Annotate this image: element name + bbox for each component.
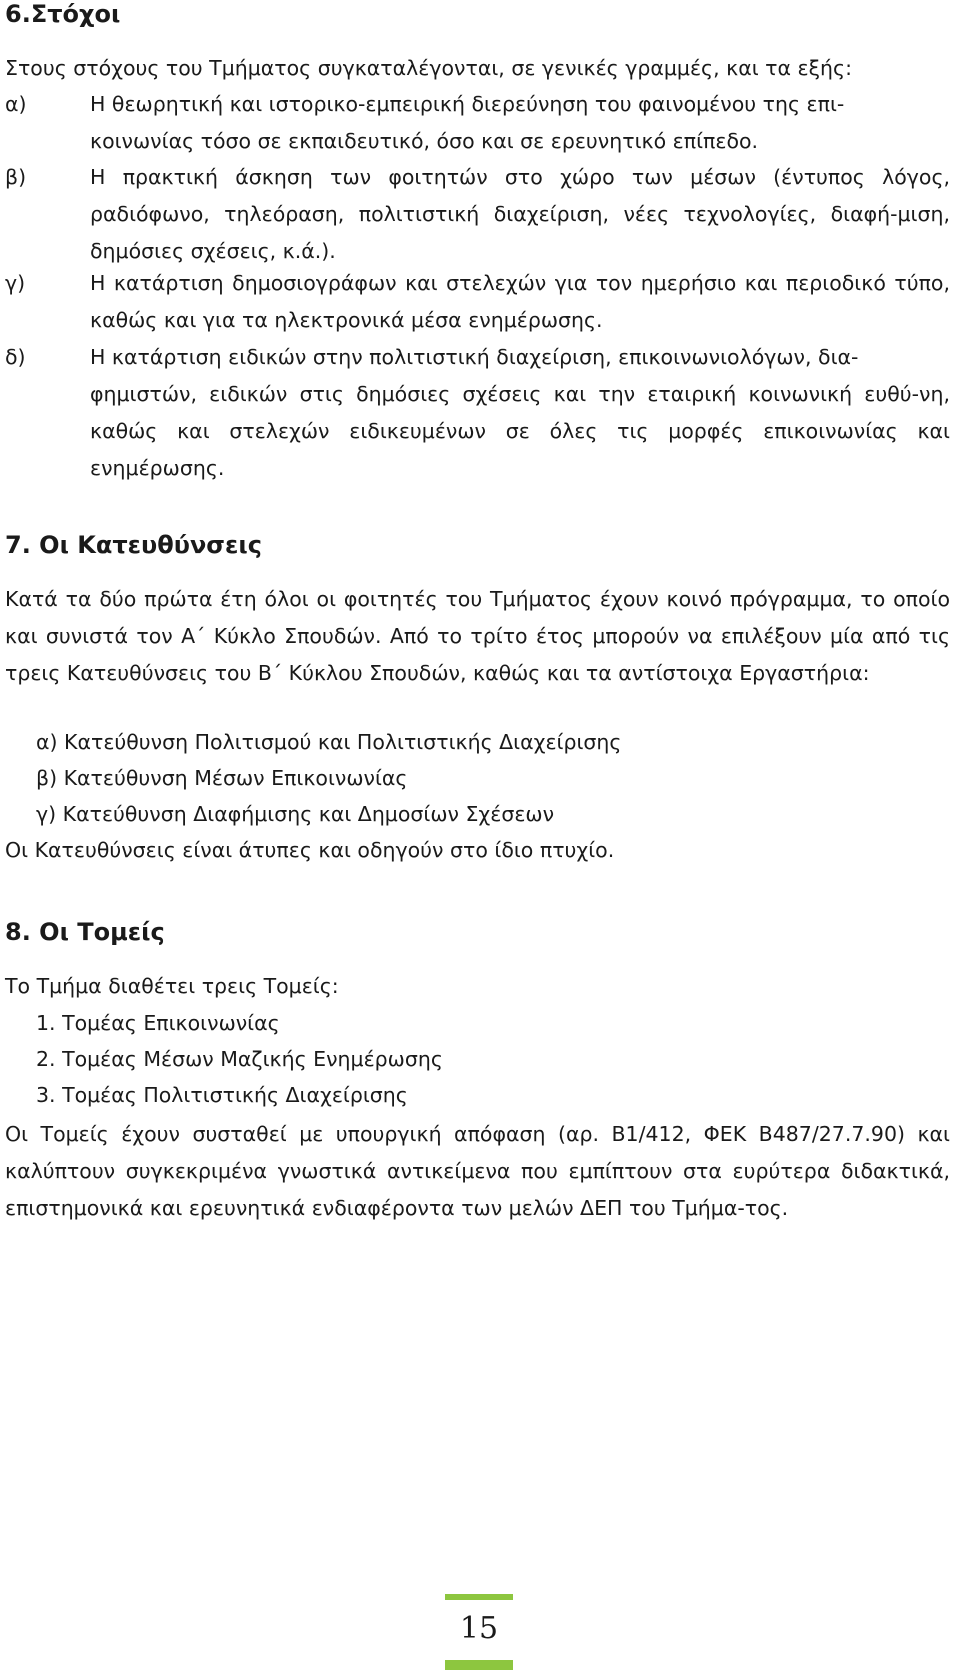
track-item-c: γ) Κατεύθυνση Διαφήμισης και Δημοσίων Σχέσεων bbox=[36, 802, 555, 826]
goal-marker-a: α) bbox=[5, 92, 27, 116]
goal-marker-c: γ) bbox=[5, 271, 26, 295]
section-6-title: 6.Στόχοι bbox=[5, 0, 121, 28]
goal-text-a-rest: κοινωνίας τόσο σε εκπαιδευτικό, όσο και σε ερευνητικό επίπεδο. bbox=[90, 129, 759, 153]
page-number: 15 bbox=[459, 1611, 499, 1646]
footer-accent-bar-bottom bbox=[445, 1660, 513, 1670]
track-item-b: β) Κατεύθυνση Μέσων Επικοινωνίας bbox=[36, 766, 408, 790]
sector-item-3: 3. Τομέας Πολιτιστικής Διαχείρισης bbox=[36, 1083, 408, 1107]
sector-item-2: 2. Τομέας Μέσων Μαζικής Ενημέρωσης bbox=[36, 1047, 443, 1071]
goal-marker-d: δ) bbox=[5, 345, 26, 369]
section-8-closing: Οι Τομείς έχουν συσταθεί με υπουργική απόφαση (αρ. Β1/412, ΦΕΚ Β487/27.7.90) και καλύπτουν συγκεκριμένα γνωστικά αντικείμενα που εμπίπτουν στα ευρύτερα διδακτικά, επιστημονικά και ερευνητικά ενδιαφέροντα των μελών ΔΕΠ του Τμήμα-τος. bbox=[5, 1122, 950, 1220]
goal-text-d-line1: Η κατάρτιση ειδικών στην πολιτιστική διαχείριση, επικοινωνιολόγων, δια- bbox=[90, 345, 859, 369]
footer-accent-bar-top bbox=[445, 1594, 513, 1600]
goal-marker-b: β) bbox=[5, 165, 27, 189]
section-6-intro: Στους στόχους του Τμήματος συγκαταλέγονται, σε γενικές γραμμές, και τα εξής: bbox=[5, 56, 852, 80]
section-7-title: 7. Οι Κατευθύνσεις bbox=[5, 531, 262, 559]
section-7-closing: Οι Κατευθύνσεις είναι άτυπες και οδηγούν στο ίδιο πτυχίο. bbox=[5, 838, 615, 862]
track-item-a: α) Κατεύθυνση Πολιτισμού και Πολιτιστικής Διαχείρισης bbox=[36, 730, 622, 754]
goal-text-c: Η κατάρτιση δημοσιογράφων και στελεχών για τον ημερήσιο και περιοδικό τύπο, καθώς και για τα ηλεκτρονικά μέσα ενημέρωσης. bbox=[90, 271, 950, 332]
goal-text-b: Η πρακτική άσκηση των φοιτητών στο χώρο των μέσων (έντυπος λόγος, ραδιόφωνο, τηλεόραση, πολιτιστική διαχείριση, νέες τεχνολογίες, διαφή-μιση, δημόσιες σχέσεις, κ.ά.). bbox=[90, 165, 950, 263]
sector-item-1: 1. Τομέας Επικοινωνίας bbox=[36, 1011, 280, 1035]
goal-text-a-line1: Η θεωρητική και ιστορικο-εμπειρική διερεύνηση του φαινομένου της επι- bbox=[90, 92, 845, 116]
section-8-intro: Το Τμήμα διαθέτει τρεις Τομείς: bbox=[5, 974, 339, 998]
section-7-paragraph: Κατά τα δύο πρώτα έτη όλοι οι φοιτητές του Τμήματος έχουν κοινό πρόγραμμα, το οποίο και συνιστά τον Α΄ Κύκλο Σπουδών. Από το τρίτο έτος μπορούν να επιλέξουν μία από τις τρεις Κατευθύνσεις του Β΄ Κύκλου Σπουδών, καθώς και τα αντίστοιχα Εργαστήρια: bbox=[5, 587, 950, 685]
section-8-title: 8. Οι Τομείς bbox=[5, 918, 165, 946]
goal-text-d-rest: φημιστών, ειδικών στις δημόσιες σχέσεις και την εταιρική κοινωνική ευθύ-νη, καθώς και στελεχών ειδικευμένων σε όλες τις μορφές επικοινωνίας και ενημέρωσης. bbox=[90, 382, 950, 480]
